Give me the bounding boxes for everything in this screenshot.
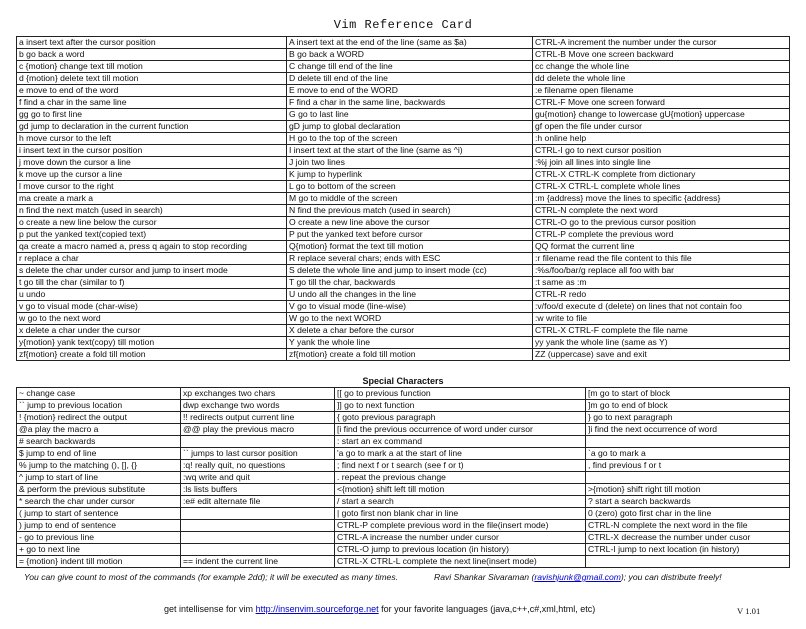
special-row	[17, 556, 790, 568]
special-row-cell: = {motion} indent till motion	[17, 556, 181, 568]
special-row-cell	[181, 532, 335, 544]
note-text: You can give count to most of the commands (for example 2dd); it will be executed as many times.	[24, 572, 399, 582]
command-row-cell: W go to the next WORD	[287, 313, 533, 325]
command-row	[17, 37, 790, 49]
command-row-cell: :m {address} move the lines to specific {address}	[533, 193, 790, 205]
command-row	[17, 73, 790, 85]
command-row-cell: :e filename open filename	[533, 85, 790, 97]
command-row-cell: :h online help	[533, 133, 790, 145]
command-row-cell: K jump to hyperlink	[287, 169, 533, 181]
command-row-cell: gD jump to global declaration	[287, 121, 533, 133]
special-row-cell: + go to next line	[17, 544, 181, 556]
special-row-cell: <{motion} shift left till motion	[335, 484, 586, 496]
command-row-cell: qa create a macro named a, press q again to stop recording	[17, 241, 287, 253]
command-row-cell: gd jump to declaration in the current function	[17, 121, 287, 133]
footer-suffix: for your favorite languages (java,c++,c#,xml,html, etc)	[381, 604, 596, 614]
command-row	[17, 121, 790, 133]
special-row-cell: CTRL-X decrease the number under cusor	[586, 532, 790, 544]
command-row-cell: M go to middle of the screen	[287, 193, 533, 205]
special-row-cell: { goto previous paragraph	[335, 412, 586, 424]
special-row-cell: :q! really quit, no questions	[181, 460, 335, 472]
command-row	[17, 277, 790, 289]
special-row-cell: . repeat the previous change	[335, 472, 586, 484]
special-row-cell: 'a go to mark a at the start of line	[335, 448, 586, 460]
special-row	[17, 508, 790, 520]
special-row-cell	[181, 544, 335, 556]
command-row-cell: N find the previous match (used in search)	[287, 205, 533, 217]
special-row-cell: / start a search	[335, 496, 586, 508]
special-row-cell: CTRL-O jump to previous location (in history)	[335, 544, 586, 556]
command-row	[17, 193, 790, 205]
command-row-cell: R replace several chars; ends with ESC	[287, 253, 533, 265]
count-note	[24, 572, 784, 582]
special-row	[17, 520, 790, 532]
special-characters-table	[16, 387, 790, 568]
command-row-cell: i insert text in the cursor position	[17, 145, 287, 157]
special-row	[17, 472, 790, 484]
special-row-cell: @@ play the previous macro	[181, 424, 335, 436]
command-row-cell: L go to bottom of the screen	[287, 181, 533, 193]
special-row-cell: ^ jump to start of line	[17, 472, 181, 484]
command-row-cell: T go till the char, backwards	[287, 277, 533, 289]
special-row-cell: | goto first non blank char in line	[335, 508, 586, 520]
special-row-cell: 0 (zero) goto first char in the line	[586, 508, 790, 520]
command-row-cell: X delete a char before the cursor	[287, 325, 533, 337]
command-row-cell: yy yank the whole line (same as Y)	[533, 337, 790, 349]
command-row	[17, 265, 790, 277]
command-row-cell: :t same as :m	[533, 277, 790, 289]
command-row-cell: :v/foo/d execute d (delete) on lines that not contain foo	[533, 301, 790, 313]
command-row-cell: :r filename read the file content to this file	[533, 253, 790, 265]
special-row	[17, 424, 790, 436]
command-row-cell: F find a char in the same line, backwards	[287, 97, 533, 109]
card-title: Vim Reference Card	[333, 18, 473, 32]
command-row-cell: ZZ (uppercase) save and exit	[533, 349, 790, 361]
command-row-cell: CTRL-P complete the previous word	[533, 229, 790, 241]
special-row-cell	[181, 436, 335, 448]
special-row-cell: ) jump to end of sentence	[17, 520, 181, 532]
command-row-cell: :%j join all lines into single line	[533, 157, 790, 169]
command-row-cell: e move to end of the word	[17, 85, 287, 97]
command-row	[17, 241, 790, 253]
command-row-cell: CTRL-O go to the previous cursor position	[533, 217, 790, 229]
special-row-cell: == indent the current line	[181, 556, 335, 568]
command-row-cell: O create a new line above the cursor	[287, 217, 533, 229]
special-row-cell: !! redirects output current line	[181, 412, 335, 424]
command-row-cell: J join two lines	[287, 157, 533, 169]
special-row-cell: } go to next paragraph	[586, 412, 790, 424]
command-row-cell: l move cursor to the right	[17, 181, 287, 193]
author-email-link[interactable]: ravishjunk@gmail.com	[534, 572, 621, 582]
command-row-cell: a insert text after the cursor position	[17, 37, 287, 49]
author-prefix: Ravi Shankar Sivaraman (	[434, 572, 535, 582]
command-row-cell: w go to the next word	[17, 313, 287, 325]
command-row-cell: s delete the char under cursor and jump to insert mode	[17, 265, 287, 277]
special-row-cell: * search the char under cursor	[17, 496, 181, 508]
special-row-cell: ~ change case	[17, 388, 181, 400]
special-row-cell: - go to previous line	[17, 532, 181, 544]
command-row-cell: P put the yanked text before cursor	[287, 229, 533, 241]
command-row	[17, 169, 790, 181]
command-row-cell: d {motion} delete text till motion	[17, 73, 287, 85]
command-row-cell: x delete a char under the cursor	[17, 325, 287, 337]
special-row-cell	[181, 508, 335, 520]
special-row-cell: `a go to mark a	[586, 448, 790, 460]
command-row-cell: Q{motion} format the text till motion	[287, 241, 533, 253]
special-row	[17, 448, 790, 460]
special-row-cell: CTRL-A increase the number under cursor	[335, 532, 586, 544]
command-row	[17, 313, 790, 325]
command-row	[17, 85, 790, 97]
special-row	[17, 460, 790, 472]
special-row-cell: @a play the macro a	[17, 424, 181, 436]
command-row-cell: G go to last line	[287, 109, 533, 121]
command-row-cell: r replace a char	[17, 253, 287, 265]
special-row-cell	[181, 520, 335, 532]
command-row-cell: A insert text at the end of the line (same as $a)	[287, 37, 533, 49]
command-row-cell: ma create a mark a	[17, 193, 287, 205]
special-row-cell: ; find next f or t search (see f or t)	[335, 460, 586, 472]
special-row-cell: ]i find the next occurrence of word	[586, 424, 790, 436]
command-row-cell: n find the next match (used in search)	[17, 205, 287, 217]
command-row-cell: H go to the top of the screen	[287, 133, 533, 145]
special-row-cell: # search backwards	[17, 436, 181, 448]
command-row	[17, 229, 790, 241]
command-row	[17, 181, 790, 193]
command-row-cell: CTRL-F Move one screen forward	[533, 97, 790, 109]
command-row-cell: CTRL-N complete the next word	[533, 205, 790, 217]
command-row	[17, 205, 790, 217]
command-row-cell: E move to end of the WORD	[287, 85, 533, 97]
command-row	[17, 289, 790, 301]
command-row-cell: CTRL-I go to next cursor position	[533, 145, 790, 157]
special-characters-title: Special Characters	[362, 376, 444, 386]
command-row-cell: u undo	[17, 289, 287, 301]
special-row	[17, 496, 790, 508]
command-row-cell: C change till end of the line	[287, 61, 533, 73]
command-row	[17, 133, 790, 145]
command-row-cell: I insert text at the start of the line (same as ^i)	[287, 145, 533, 157]
command-row-cell: CTRL-X CTRL-F complete the file name	[533, 325, 790, 337]
command-row-cell: cc change the whole line	[533, 61, 790, 73]
command-row-cell: CTRL-X CTRL-K complete from dictionary	[533, 169, 790, 181]
command-row-cell: b go back a word	[17, 49, 287, 61]
special-row-cell: , find previous f or t	[586, 460, 790, 472]
special-row-cell: :ls lists buffers	[181, 484, 335, 496]
special-row-cell: xp exchanges two chars	[181, 388, 335, 400]
command-row-cell: Y yank the whole line	[287, 337, 533, 349]
command-row-cell: CTRL-R redo	[533, 289, 790, 301]
footer-prefix: get intellisense for vim	[164, 604, 254, 614]
special-row	[17, 388, 790, 400]
command-row	[17, 61, 790, 73]
command-row	[17, 49, 790, 61]
command-row-cell: y{motion} yank text(copy) till motion	[17, 337, 287, 349]
command-row-cell: :w write to file	[533, 313, 790, 325]
special-row-cell: % jump to the matching (), [], {}	[17, 460, 181, 472]
author-suffix: ); you can distribute freely!	[620, 572, 722, 582]
main-commands-table	[16, 36, 790, 361]
special-row-cell: [i find the previous occurrence of word under cursor	[335, 424, 586, 436]
command-row	[17, 325, 790, 337]
footer	[164, 604, 595, 614]
special-row	[17, 544, 790, 556]
command-row-cell: gf open the file under cursor	[533, 121, 790, 133]
command-row-cell: QQ format the current line	[533, 241, 790, 253]
command-row-cell: B go back a WORD	[287, 49, 533, 61]
command-row	[17, 337, 790, 349]
special-row	[17, 436, 790, 448]
special-row-cell: ? start a search backwards	[586, 496, 790, 508]
special-row-cell: [m go to start of block	[586, 388, 790, 400]
command-row-cell: j move down the cursor a line	[17, 157, 287, 169]
command-row	[17, 217, 790, 229]
special-row-cell: CTRL-N complete the next word in the file	[586, 520, 790, 532]
special-row-cell: : start an ex command	[335, 436, 586, 448]
special-row-cell	[586, 556, 790, 568]
command-row-cell: h move cursor to the left	[17, 133, 287, 145]
special-row-cell: ! {motion} redirect the output	[17, 412, 181, 424]
command-row-cell: c {motion} change text till motion	[17, 61, 287, 73]
special-row-cell: :wq write and quit	[181, 472, 335, 484]
author-credit	[434, 572, 722, 582]
command-row-cell: dd delete the whole line	[533, 73, 790, 85]
command-row	[17, 253, 790, 265]
command-row	[17, 349, 790, 361]
special-row-cell: CTRL-P complete previous word in the file(insert mode)	[335, 520, 586, 532]
command-row-cell: S delete the whole line and jump to insert mode (cc)	[287, 265, 533, 277]
command-row-cell: zf{motion} create a fold till motion	[287, 349, 533, 361]
command-row-cell: gg go to first line	[17, 109, 287, 121]
command-row-cell: zf{motion} create a fold till motion	[17, 349, 287, 361]
command-row-cell: D delete till end of the line	[287, 73, 533, 85]
special-row	[17, 532, 790, 544]
command-row	[17, 145, 790, 157]
special-row-cell: dwp exchange two words	[181, 400, 335, 412]
command-row-cell: CTRL-A increment the number under the cursor	[533, 37, 790, 49]
command-row-cell: V go to visual mode (line-wise)	[287, 301, 533, 313]
special-row-cell: CTRL-X CTRL-L complete the next line(insert mode)	[335, 556, 586, 568]
command-row	[17, 109, 790, 121]
special-row-cell: >{motion} shift right till motion	[586, 484, 790, 496]
special-row	[17, 412, 790, 424]
special-row-cell	[586, 472, 790, 484]
command-row-cell: p put the yanked text(copied text)	[17, 229, 287, 241]
special-row-cell: $ jump to end of line	[17, 448, 181, 460]
command-row-cell: CTRL-B Move one screen backward	[533, 49, 790, 61]
special-row-cell: & perform the previous substitute	[17, 484, 181, 496]
command-row-cell: gu{motion} change to lowercase gU{motion} uppercase	[533, 109, 790, 121]
command-row-cell: k move up the cursor a line	[17, 169, 287, 181]
special-row-cell: [[ go to previous function	[335, 388, 586, 400]
special-row	[17, 400, 790, 412]
special-row-cell: ]m go to end of block	[586, 400, 790, 412]
special-row-cell: CTRL-I jump to next location (in history)	[586, 544, 790, 556]
command-row-cell: o create a new line below the cursor	[17, 217, 287, 229]
command-row	[17, 97, 790, 109]
command-row-cell: U undo all the changes in the line	[287, 289, 533, 301]
special-row-cell	[586, 436, 790, 448]
command-row-cell: v go to visual mode (char-wise)	[17, 301, 287, 313]
special-row-cell: `` jump to previous location	[17, 400, 181, 412]
special-row-cell: :e# edit alternate file	[181, 496, 335, 508]
version-label: V 1.01	[737, 606, 761, 616]
command-row-cell: CTRL-X CTRL-L complete whole lines	[533, 181, 790, 193]
command-row	[17, 301, 790, 313]
special-row-cell: ]] go to next function	[335, 400, 586, 412]
command-row-cell: t go till the char (similar to f)	[17, 277, 287, 289]
command-row	[17, 157, 790, 169]
command-row-cell: f find a char in the same line	[17, 97, 287, 109]
command-row-cell: :%s/foo/bar/g replace all foo with bar	[533, 265, 790, 277]
special-row	[17, 484, 790, 496]
insenvim-link[interactable]: http://insenvim.sourceforge.net	[255, 604, 379, 614]
special-row-cell: `` jumps to last cursor position	[181, 448, 335, 460]
special-row-cell: ( jump to start of sentence	[17, 508, 181, 520]
